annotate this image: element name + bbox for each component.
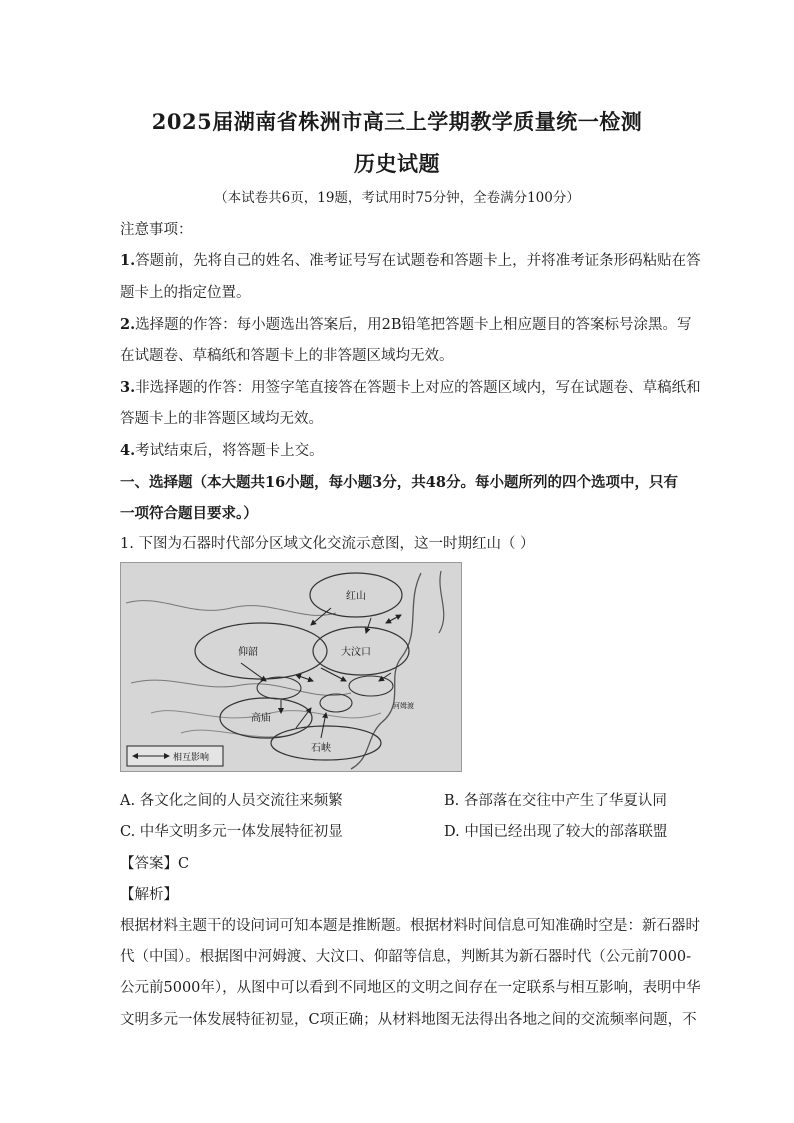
- map-graphic: [121, 563, 461, 771]
- influence-arrow: [386, 615, 401, 623]
- influence-arrow: [366, 618, 371, 633]
- legend-label: 相互影响: [173, 753, 210, 763]
- option-b: [444, 789, 667, 810]
- influence-arrow: [296, 675, 313, 681]
- yangshao-region: [195, 623, 327, 679]
- exam-meta: （本试卷共6页，19题，考试用时75分钟，全卷满分100分）: [214, 190, 580, 206]
- option-key: A.: [120, 793, 136, 809]
- option-d: [444, 820, 667, 841]
- notice-item-number: 2.: [120, 316, 136, 333]
- option-key: D.: [444, 824, 460, 840]
- section-heading-cont: 一项符合题目要求。）: [120, 505, 258, 522]
- notice-item-2: [120, 313, 692, 334]
- huai-region: [320, 694, 352, 712]
- notice-item-number: 1.: [120, 252, 136, 269]
- notice-item-3-cont: 答题卡上的非答题区域均无效。: [120, 411, 323, 427]
- east-region: [349, 676, 393, 696]
- option-a: [120, 789, 343, 810]
- influence-arrow: [321, 668, 346, 681]
- option-text: 各部落在交往中产生了华夏认同: [463, 793, 667, 809]
- notice-item-1: [120, 249, 701, 270]
- label-dawenkou: 大汶口: [341, 647, 371, 658]
- label-gaomiao: 高庙: [251, 713, 271, 724]
- notice-item-1-cont: 题卡上的指定位置。: [120, 285, 251, 301]
- option-key: B.: [444, 793, 460, 809]
- notice-item-3: [120, 376, 701, 397]
- section-heading: 一、选择题（本大题共16小题，每小题3分，共48分。每小题所列的四个选项中，只有: [120, 474, 678, 491]
- label-shixia: 石峡: [311, 743, 331, 754]
- exam-subtitle: 历史试题: [354, 151, 440, 176]
- notice-item-text: 选择题的作答：每小题选出答案后，用2B铅笔把答题卡上相应题目的答案标号涂黑。写: [135, 317, 692, 333]
- notice-item-text: 考试结束后，将答题卡上交。: [135, 443, 324, 459]
- option-text: 中华文明多元一体发展特征初显: [139, 824, 343, 840]
- label-hongshan: 红山: [346, 591, 366, 602]
- notice-item-number: 3.: [120, 379, 136, 396]
- option-c: [120, 820, 343, 841]
- analysis-line-4: 文明多元一体发展特征初显，C项正确；从材料地图无法得出各地之间的交流频率问题，不: [120, 1012, 697, 1028]
- question-stem: 1. 下图为石器时代部分区域文化交流示意图，这一时期红山（ ）: [120, 536, 535, 552]
- option-key: C.: [120, 824, 136, 840]
- coastline: [439, 571, 444, 633]
- influence-arrow: [311, 608, 331, 625]
- option-text: 各文化之间的人员交流往来频繁: [139, 793, 343, 809]
- exam-title: 2025届湖南省株洲市高三上学期教学质量统一检测: [151, 109, 643, 134]
- culture-exchange-map: [120, 562, 462, 772]
- notice-item-number: 4.: [120, 442, 136, 459]
- answer-line: 【答案】C: [120, 856, 190, 872]
- notice-item-text: 答题前，先将自己的姓名、准考证号写在试题卷和答题卡上，并将准考证条形码粘贴在答: [135, 253, 701, 269]
- analysis-line-3: 公元前5000年），从图中可以看到不同地区的文明之间存在一定联系与相互影响，表明中华: [120, 980, 701, 996]
- option-text: 中国已经出现了较大的部落联盟: [464, 824, 668, 840]
- central-region: [257, 677, 301, 699]
- analysis-line-2: 代（中国）。根据图中河姆渡、大汶口、仰韶等信息，判断其为新石器时代（公元前7000-: [120, 949, 692, 965]
- analysis-line-1: 根据材料主题干的设问词可知本题是推断题。根据材料时间信息可知准确时空是：新石器时: [120, 918, 700, 934]
- label-hemudu: 河姆渡: [393, 702, 414, 710]
- notice-heading: 注意事项：: [120, 222, 193, 238]
- notice-item-text: 非选择题的作答：用签字笔直接答在答题卡上对应的答题区域内，写在试题卷、草稿纸和: [135, 380, 701, 396]
- notice-item-2-cont: 在试题卷、草稿纸和答题卡上的非答题区域均无效。: [120, 348, 454, 364]
- river-line: [131, 680, 351, 695]
- notice-item-4: [120, 439, 324, 460]
- label-yangshao: 仰韶: [238, 647, 258, 658]
- analysis-label: 【解析】: [120, 887, 178, 903]
- river-line: [126, 601, 336, 616]
